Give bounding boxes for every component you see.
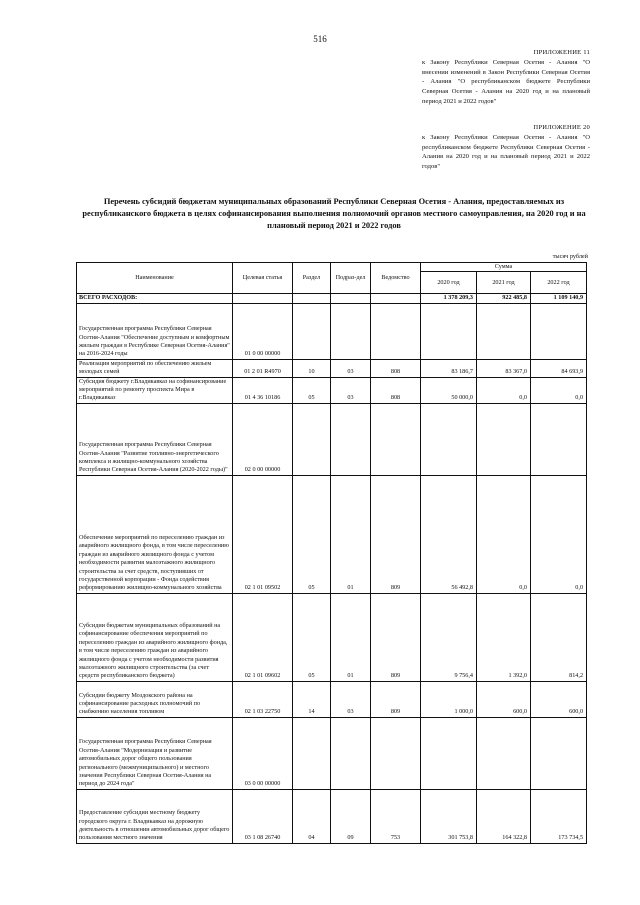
row-target: 01 2 01 R4970 bbox=[233, 359, 293, 377]
total-2021: 922 485,8 bbox=[477, 294, 531, 303]
row-2020: 50 000,0 bbox=[421, 377, 477, 403]
row-section bbox=[293, 403, 331, 475]
header-2022: 2022 год bbox=[531, 272, 587, 294]
row-target: 02 0 00 00000 bbox=[233, 403, 293, 475]
row-section bbox=[293, 717, 331, 789]
row-subsection bbox=[331, 303, 371, 359]
row-section: 14 bbox=[293, 681, 331, 717]
row-name: Реализация мероприятий по обеспечению жильем молодых семей bbox=[77, 359, 233, 377]
row-2022: 0,0 bbox=[531, 377, 587, 403]
row-name: Предоставление субсидии местному бюджету городского округа г. Владикавказ на дорожную деятельность в отношении автомобильных дорог общего пользования местного значения bbox=[77, 789, 233, 843]
row-dept bbox=[371, 303, 421, 359]
total-2020: 1 378 209,3 bbox=[421, 294, 477, 303]
table-row bbox=[77, 717, 587, 789]
appendix-11-heading: ПРИЛОЖЕНИЕ 11 bbox=[533, 49, 590, 56]
table-row bbox=[77, 593, 587, 681]
row-2022 bbox=[531, 717, 587, 789]
table-row bbox=[77, 359, 587, 377]
header-section: Раздел bbox=[293, 263, 331, 294]
row-name: Субсидии бюджетам муниципальных образований на софинансирование обеспечения мероприятий по переселению граждан из аварийного жилищного фонда, в том числе переселению граждан из аварийного жилищного фонда с учетом необходимости развития малоэтажного жилищного строительства (за счет средств республиканского бюджета) bbox=[77, 593, 233, 681]
header-sum: Сумма bbox=[421, 263, 587, 272]
row-2021: 1 392,0 bbox=[477, 593, 531, 681]
row-target: 03 1 08 26740 bbox=[233, 789, 293, 843]
row-dept: 809 bbox=[371, 681, 421, 717]
row-subsection: 03 bbox=[331, 377, 371, 403]
row-2022: 600,0 bbox=[531, 681, 587, 717]
document-title: Перечень субсидий бюджетам муниципальных образований Республики Северная Осетия - Алания, предоставляемых из республиканского бюджета в целях софинансирования выполнения полномочий органов местного самоуправления, на 2020 год и на плановый период 2021 и 2022 годов bbox=[82, 197, 586, 230]
header-name: Наименование bbox=[77, 263, 233, 294]
row-target: 03 0 00 00000 bbox=[233, 717, 293, 789]
row-2022: 0,0 bbox=[531, 475, 587, 593]
row-section: 10 bbox=[293, 359, 331, 377]
row-subsection: 01 bbox=[331, 593, 371, 681]
row-2022 bbox=[531, 303, 587, 359]
row-section: 05 bbox=[293, 593, 331, 681]
row-dept: 808 bbox=[371, 359, 421, 377]
row-2021: 164 322,8 bbox=[477, 789, 531, 843]
header-2021: 2021 год bbox=[477, 272, 531, 294]
table-row bbox=[77, 681, 587, 717]
header-target: Целевая статья bbox=[233, 263, 293, 294]
row-subsection: 03 bbox=[331, 681, 371, 717]
row-name: Обеспечение мероприятий по переселению граждан из аварийного жилищного фонда, в том числе переселению граждан из аварийного жилищного фонда с учетом необходимости развития малоэтажного жилищного строительства за счет средств, поступивших от государственной корпорации - Фонда содействия реформированию жилищно-коммунального хозяйства bbox=[77, 475, 233, 593]
row-name: Государственная программа Республики Северная Осетия-Алания "Обеспечение доступным и комфортным жильем граждан в Республике Северная Осетия-Алания" на 2016-2024 годы bbox=[77, 303, 233, 359]
appendix-11-block bbox=[422, 48, 590, 107]
table-row bbox=[77, 403, 587, 475]
page-number: 516 bbox=[313, 34, 327, 44]
row-dept: 809 bbox=[371, 593, 421, 681]
row-2020: 1 000,0 bbox=[421, 681, 477, 717]
row-2022 bbox=[531, 403, 587, 475]
row-section: 05 bbox=[293, 377, 331, 403]
row-2021: 0,0 bbox=[477, 475, 531, 593]
row-subsection: 01 bbox=[331, 475, 371, 593]
header-2020: 2020 год bbox=[421, 272, 477, 294]
row-2020 bbox=[421, 403, 477, 475]
row-name: Государственная программа Республики Северная Осетия-Алания "Развитие топливно-энергетического комплекса и жилищно-коммунального хозяйства Республики Северная Осетия-Алания (2020-2022 годы)" bbox=[77, 403, 233, 475]
row-dept bbox=[371, 717, 421, 789]
row-name: Субсидия бюджету г.Владикавказ на софинансирование мероприятий по ремонту проспекта Мира в г.Владикавказ bbox=[77, 377, 233, 403]
row-target: 01 0 00 00000 bbox=[233, 303, 293, 359]
row-2021 bbox=[477, 303, 531, 359]
row-subsection bbox=[331, 717, 371, 789]
row-2020 bbox=[421, 303, 477, 359]
row-section bbox=[293, 303, 331, 359]
total-2022: 1 109 140,9 bbox=[531, 294, 587, 303]
row-dept: 808 bbox=[371, 377, 421, 403]
row-target: 02 1 03 22750 bbox=[233, 681, 293, 717]
row-2021: 600,0 bbox=[477, 681, 531, 717]
header-dept: Ведомство bbox=[371, 263, 421, 294]
appendix-20-block bbox=[422, 123, 590, 172]
row-subsection bbox=[331, 403, 371, 475]
row-2020 bbox=[421, 717, 477, 789]
table-row bbox=[77, 377, 587, 403]
row-dept: 809 bbox=[371, 475, 421, 593]
row-dept bbox=[371, 403, 421, 475]
row-2020: 83 186,7 bbox=[421, 359, 477, 377]
row-subsection: 03 bbox=[331, 359, 371, 377]
table-row bbox=[77, 303, 587, 359]
row-dept: 753 bbox=[371, 789, 421, 843]
table-row bbox=[77, 475, 587, 593]
appendix-20-text: к Закону Республики Северная Осетия - Алания "О республиканском бюджете Республики Северная Осетия - Алания на 2020 год и на плановый период 2021 и 2022 годов" bbox=[422, 133, 590, 171]
row-2022: 814,2 bbox=[531, 593, 587, 681]
row-2021: 83 367,0 bbox=[477, 359, 531, 377]
row-2020: 9 756,4 bbox=[421, 593, 477, 681]
row-target: 02 1 01 09502 bbox=[233, 475, 293, 593]
row-name: Субсидии бюджету Моздокского района на софинансирование расходных полномочий по снабжению населения топливом bbox=[77, 681, 233, 717]
total-row bbox=[77, 294, 587, 303]
row-2021: 0,0 bbox=[477, 377, 531, 403]
row-subsection: 09 bbox=[331, 789, 371, 843]
row-2022: 173 734,5 bbox=[531, 789, 587, 843]
table-row bbox=[77, 789, 587, 843]
row-2020: 301 753,8 bbox=[421, 789, 477, 843]
appendix-20-heading: ПРИЛОЖЕНИЕ 20 bbox=[533, 124, 590, 131]
row-section: 04 bbox=[293, 789, 331, 843]
subsidies-table bbox=[76, 262, 587, 844]
row-name: Государственная программа Республики Северная Осетия-Алания "Модернизация и развитие автомобильных дорог общего пользования регионального (межмуниципального) и местного значения Республики Северная Осетия-Алания на период до 2024 года" bbox=[77, 717, 233, 789]
appendix-11-text: к Закону Республики Северная Осетия - Алания "О внесении изменений в Закон Республики Северная Осетия - Алания "О республиканском бюджете Республики Северная Осетия - Алания на 2020 год и на плановый период 2021 и 2022 годов" bbox=[422, 58, 590, 105]
header-subsection: Подраз-дел bbox=[331, 263, 371, 294]
row-section: 05 bbox=[293, 475, 331, 593]
total-label: ВСЕГО РАСХОДОВ: bbox=[77, 294, 233, 303]
units-label: тысяч рублей bbox=[552, 253, 588, 260]
row-2022: 84 693,9 bbox=[531, 359, 587, 377]
row-target: 01 4 36 10186 bbox=[233, 377, 293, 403]
row-2020: 56 492,8 bbox=[421, 475, 477, 593]
row-target: 02 1 01 09602 bbox=[233, 593, 293, 681]
row-2021 bbox=[477, 403, 531, 475]
row-2021 bbox=[477, 717, 531, 789]
